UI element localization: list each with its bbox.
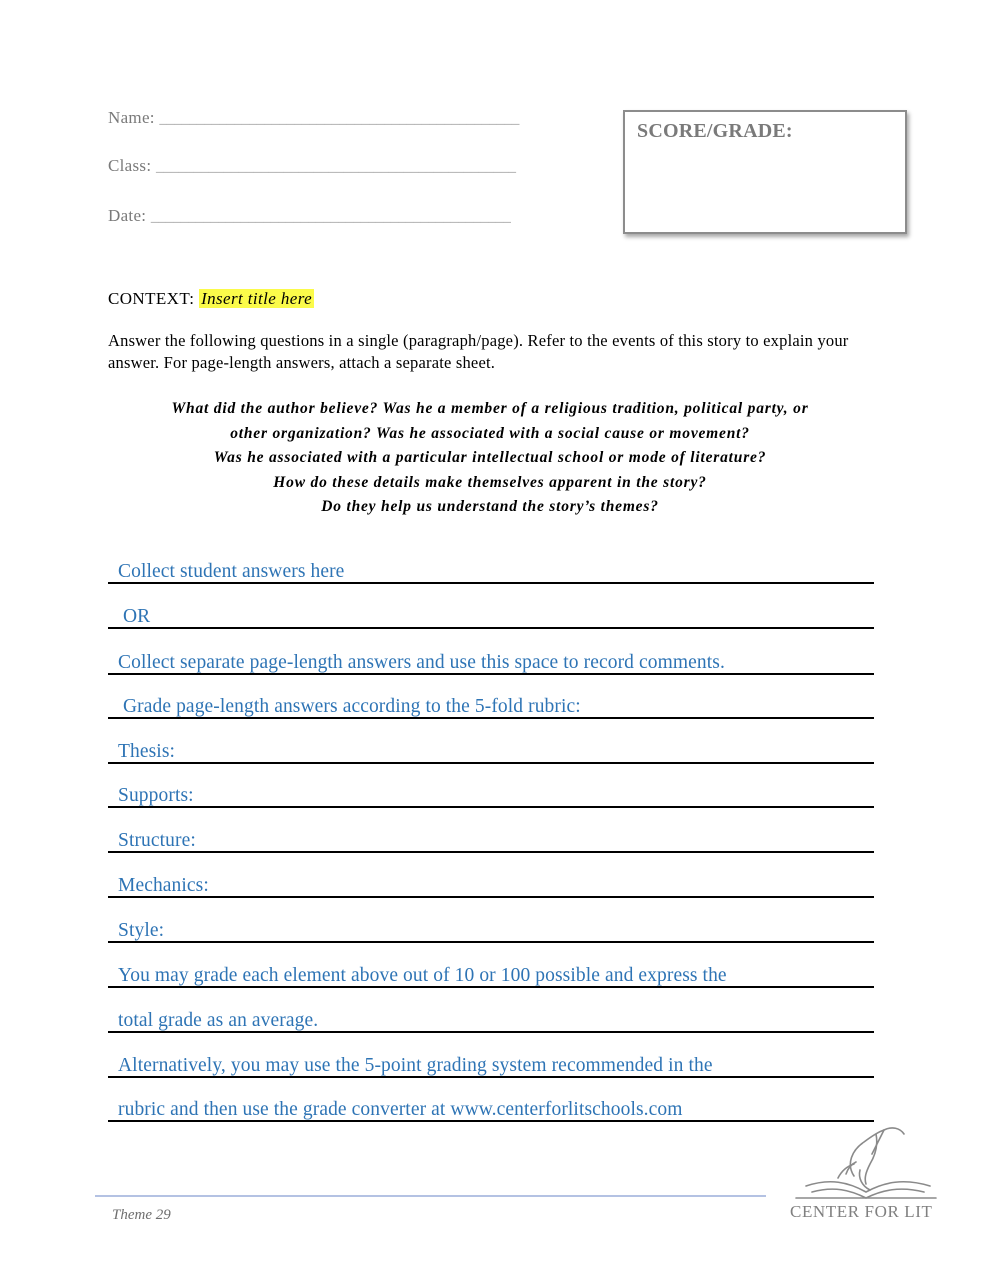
answer-line-text: Alternatively, you may use the 5-point grading system recommended in the (118, 1055, 713, 1076)
answer-line-text: You may grade each element above out of 10 or 100 possible and express the (118, 965, 727, 986)
answer-line-text: Style: (118, 920, 165, 941)
name-blank-line: ________________________________________________ (159, 111, 520, 127)
answer-line-text: rubric and then use the grade converter at www.centerforlitschools.com (118, 1099, 683, 1120)
date-blank-line: ________________________________________________ (150, 209, 511, 225)
context-title-placeholder[interactable]: Insert title here (201, 289, 313, 308)
answer-line-text: Thesis: (118, 741, 176, 762)
answer-line[interactable] (108, 599, 874, 629)
answer-line-text: Structure: (118, 830, 196, 851)
answer-line[interactable] (108, 913, 874, 943)
answer-line-text: Collect student answers here (118, 561, 345, 582)
answer-line[interactable] (108, 645, 874, 675)
logo-text: CENTER FOR LIT (790, 1202, 933, 1221)
prompt-line: What did the author believe? Was he a member of a religious tradition, political party, or (171, 400, 809, 417)
context-label: CONTEXT: (108, 289, 195, 308)
answer-line[interactable] (108, 823, 874, 853)
answer-line[interactable] (108, 1003, 874, 1033)
score-grade-title: SCORE/GRADE: (637, 120, 793, 142)
prompt-line: other organization? Was he associated with a social cause or movement? (230, 424, 750, 442)
date-label: Date: (108, 206, 147, 225)
prompt-line: How do these details make themselves apparent in the story? (273, 473, 707, 491)
name-label: Name: (108, 108, 155, 127)
answer-line[interactable] (108, 1092, 874, 1122)
answer-line[interactable] (108, 778, 874, 808)
answer-line[interactable] (108, 689, 874, 719)
class-field[interactable] (108, 156, 516, 176)
answer-line-text: Supports: (118, 785, 194, 806)
class-label: Class: (108, 156, 152, 175)
class-blank-line: ________________________________________________ (155, 159, 516, 175)
prompt-line: Was he associated with a particular intellectual school or mode of literature? (213, 449, 767, 466)
center-for-lit-logo (786, 1120, 946, 1230)
answer-line[interactable] (108, 958, 874, 988)
name-field[interactable] (108, 108, 519, 128)
prompt-questions (100, 397, 880, 520)
instructions-paragraph: Answer the following questions in a single (paragraph/page). Refer to the events of this story to explain your answer. For page-length answers, attach a separate sheet. (108, 331, 849, 372)
answer-line-text: OR (118, 606, 151, 627)
footer-page-label: Theme 29 (112, 1207, 171, 1223)
pelican-book-icon (786, 1120, 946, 1204)
footer-divider (95, 1195, 766, 1197)
answer-line-text: total grade as an average. (118, 1010, 319, 1031)
answer-line[interactable] (108, 734, 874, 764)
answer-line-text: Collect separate page-length answers and use this space to record comments. (118, 652, 725, 673)
date-field[interactable] (108, 206, 511, 226)
score-grade-box[interactable] (623, 110, 907, 234)
answer-line-text: Mechanics: (118, 875, 209, 896)
answer-line[interactable] (108, 1048, 874, 1078)
answer-line[interactable] (108, 554, 874, 584)
context-line (108, 289, 314, 309)
prompt-line: Do they help us understand the story’s themes? (321, 498, 659, 515)
answer-line[interactable] (108, 868, 874, 898)
answer-line-text: Grade page-length answers according to the 5-fold rubric: (118, 696, 581, 717)
